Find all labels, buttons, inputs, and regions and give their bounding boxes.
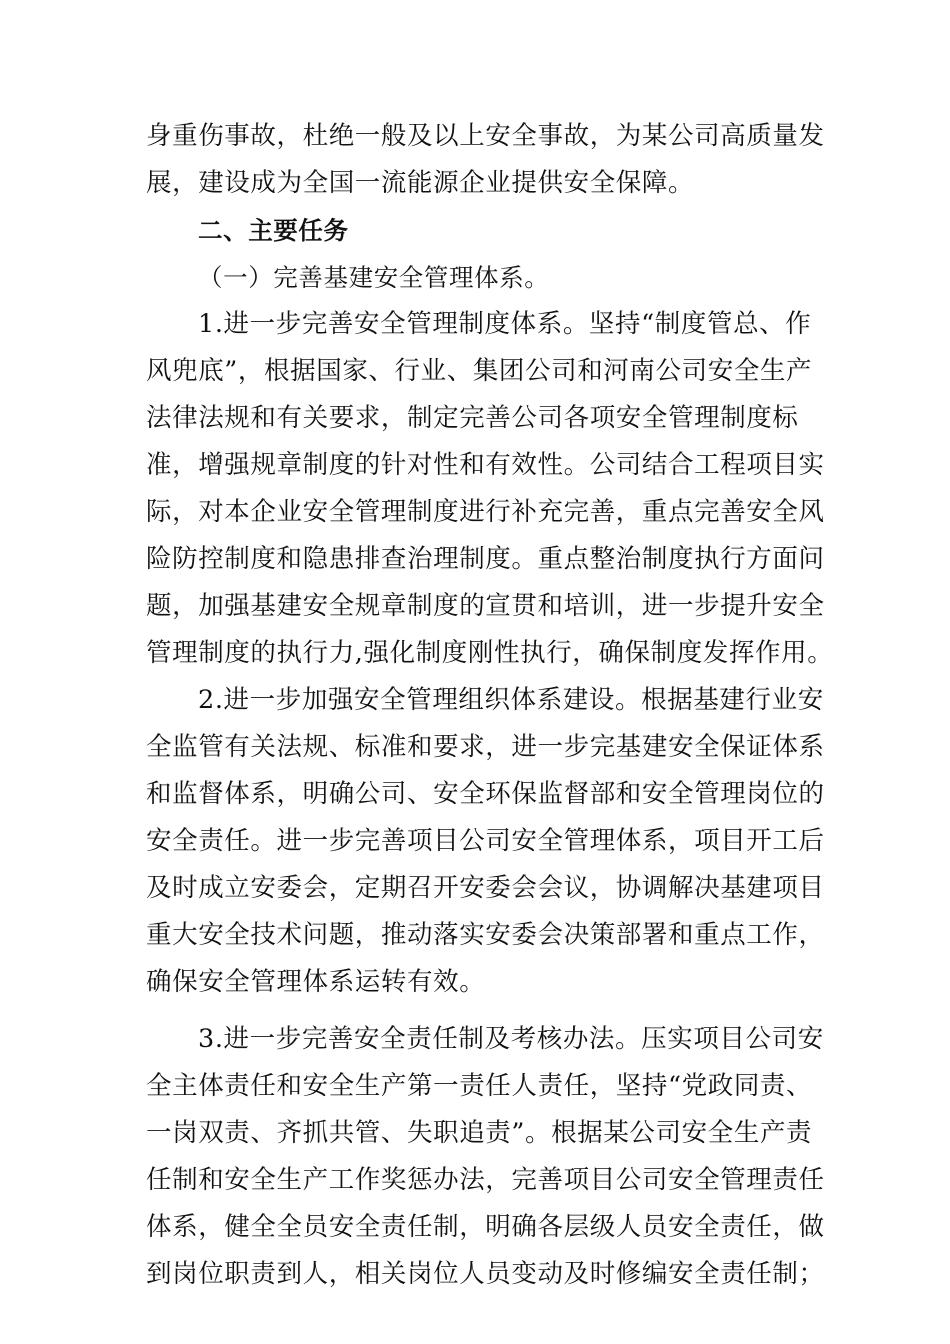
paragraph-line: 安全责任。进一步完善项目公司安全管理体系，项目开工后 [146,826,825,856]
paragraph-line: 身重伤事故，杜绝一般及以上安全事故，为某公司高质量发 [146,121,825,151]
paragraph-line: 3.进一步完善安全责任制及考核办法。压实项目公司安 [198,1024,824,1054]
paragraph-line: 任制和安全生产工作奖惩办法，完善项目公司安全管理责任 [146,1165,825,1195]
paragraph-line: 2.进一步加强安全管理组织体系建设。根据基建行业安 [198,685,824,715]
paragraph-line: 到岗位职责到人，相关岗位人员变动及时修编安全责任制； [146,1259,825,1289]
paragraph-gap [146,1006,816,1016]
paragraph-line: 际，对本企业安全管理制度进行补充完善，重点完善安全风 [146,497,825,527]
section-heading: 二、主要任务 [198,216,349,245]
paragraph-line: 全主体责任和安全生产第一责任人责任，坚持“党政同责、 [146,1071,813,1101]
paragraph-line: 重大安全技术问题，推动落实安委会决策部署和重点工作， [146,920,825,950]
paragraph-line: 及时成立安委会，定期召开安委会会议，协调解决基建项目 [146,873,825,903]
paragraph-line: 体系，健全全员安全责任制，明确各层级人员安全责任，做 [146,1212,825,1242]
paragraph-line: 险防控制度和隐患排查治理制度。重点整治制度执行方面问 [146,544,825,574]
paragraph-line: 法律法规和有关要求，制定完善公司各项安全管理制度标 [146,403,799,433]
paragraph-line: 准，增强规章制度的针对性和有效性。公司结合工程项目实 [146,450,825,480]
subsection-heading: （一）完善基建安全管理体系。 [198,263,550,292]
paragraph-line: 全监管有关法规、标准和要求，进一步完基建安全保证体系 [146,732,825,762]
paragraph-line: 管理制度的执行力,强化制度刚性执行，确保制度发挥作用。 [146,638,834,668]
paragraph-line: 题，加强基建安全规章制度的宣贯和培训，进一步提升安全 [146,591,825,621]
paragraph-line: 1.进一步完善安全管理制度体系。坚持“制度管总、作 [198,309,812,339]
paragraph-line: 确保安全管理体系运转有效。 [146,967,486,997]
paragraph-line: 展，建设成为全国一流能源企业提供安全保障。 [146,168,695,198]
document-body [146,113,834,1298]
paragraph-line: 风兜底”，根据国家、行业、集团公司和河南公司安全生产 [146,356,813,386]
paragraph-line: 和监督体系，明确公司、安全环保监督部和安全管理岗位的 [146,779,825,809]
paragraph-line: 一岗双责、齐抓共管、失职追责”。根据某公司安全生产责 [146,1118,813,1148]
